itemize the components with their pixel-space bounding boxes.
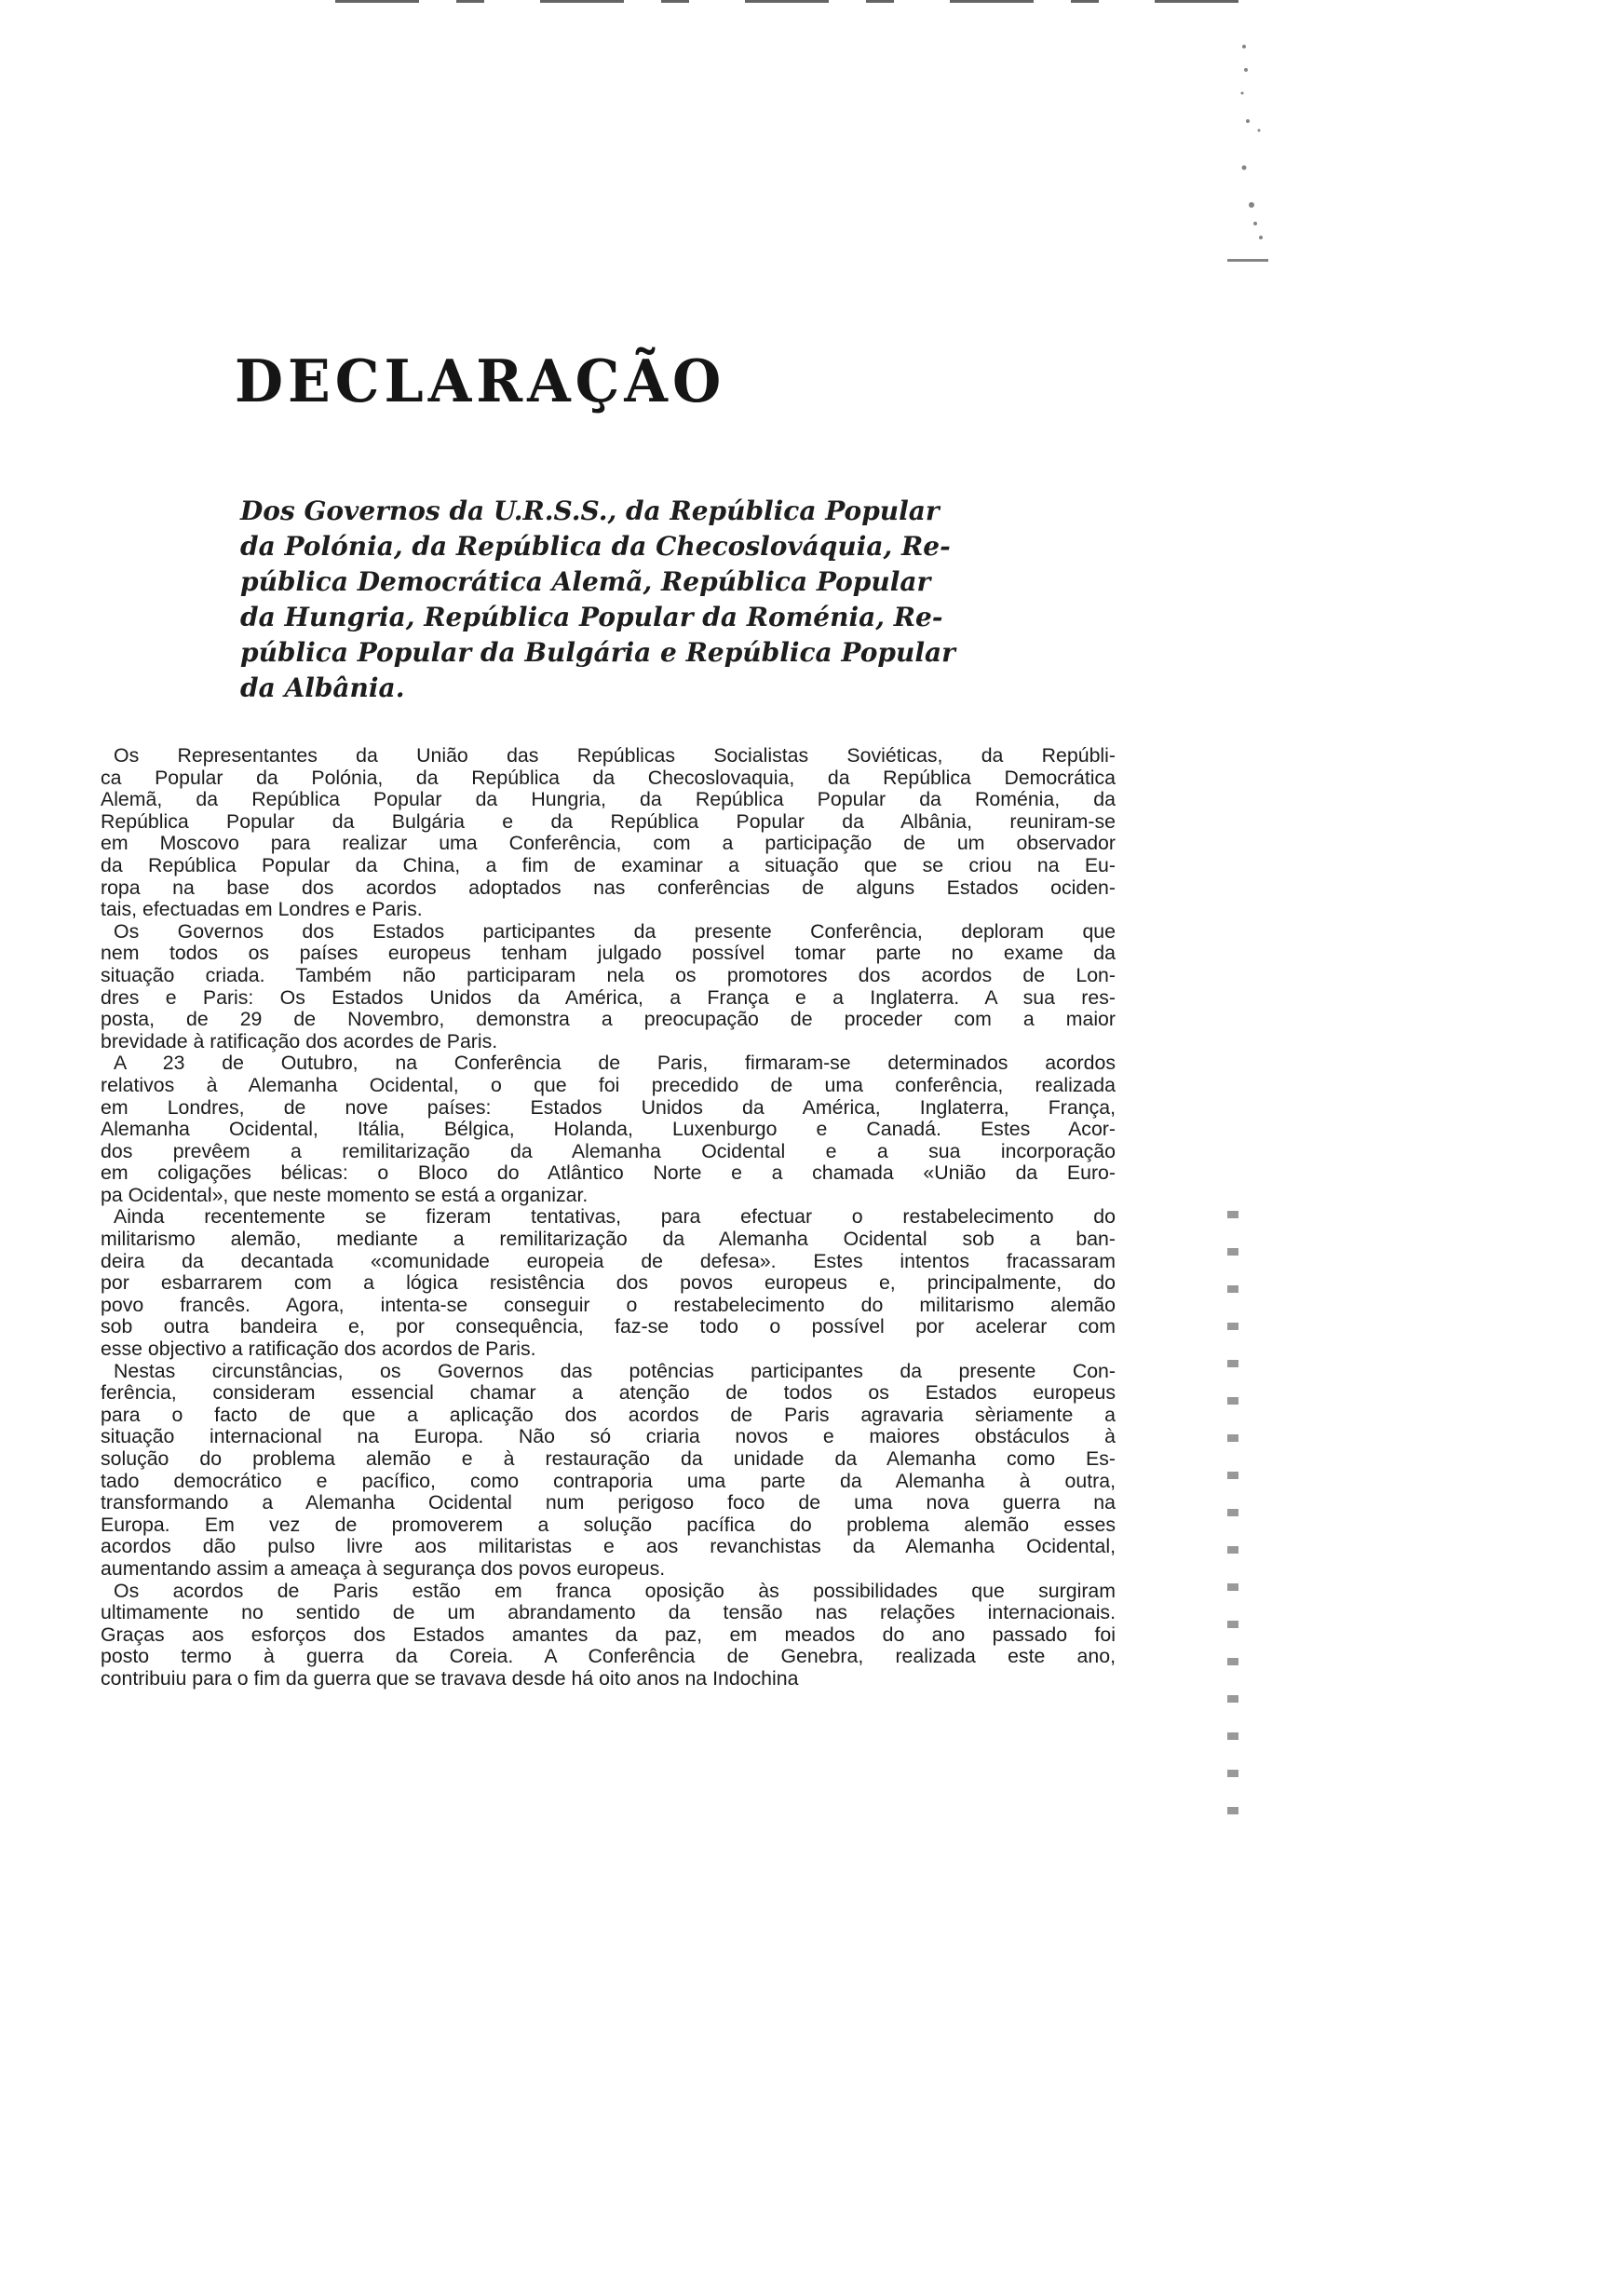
body-line: Nestas circunstâncias, os Governos das potências participantes da presente Con- [114,1360,1116,1382]
body-line: esse objectivo a ratificação dos acordos de Paris. [101,1338,536,1361]
body-line: Ainda recentemente se fizeram tentativas, para efectuar o restabelecimento do [114,1206,1116,1229]
document-title: DECLARAÇÃO [235,347,726,416]
scan-margin-dots [1227,1211,1238,1826]
body-line: A 23 de Outubro, na Conferência de Paris, firmaram-se determinados acordos [114,1052,1116,1075]
body-line: em Moscovo para realizar uma Conferência, com a participação de um observador [101,833,1116,855]
body-line: Europa. Em vez de promoverem a solução pacífica do problema alemão esses [101,1514,1116,1536]
body-line: posta, de 29 de Novembro, demonstra a preocupação de proceder com a maior [101,1009,1116,1031]
body-line: Graças aos esforços dos Estados amantes da paz, em meados do ano passado foi [101,1623,1116,1646]
body-line: em coligações bélicas: o Bloco do Atlântico Norte e a chamada «União da Euro- [101,1162,1116,1185]
body-line: ferência, consideram essencial chamar a atenção de todos os Estados europeus [101,1382,1116,1405]
body-line: deira da decantada «comunidade europeia de defesa». Estes intentos fracassaram [101,1250,1116,1272]
body-line: para o facto de que a aplicação dos acordos de Paris agravaria sèriamente a [101,1404,1116,1426]
body-line: República Popular da Bulgária e da República Popular da Albânia, reuniram-se [101,810,1116,833]
body-line: transformando a Alemanha Ocidental num perigoso foco de uma nova guerra na [101,1492,1116,1514]
document-subtitle: Dos Governos da U.R.S.S., da República Popular da Polónia, da República da Checoslováquia, Re- pública Democrática Alemã, República Popular da Hungria, República Popular da Roménia, Re- pública Popular da Bulgária e República Popular da Albânia. [240,496,955,703]
body-line: tado democrático e pacífico, como contraporia uma parte da Alemanha à outra, [101,1470,1116,1492]
body-line: militarismo alemão, mediante a remilitarização da Alemanha Ocidental sob a ban- [101,1229,1116,1251]
body-line: acordos dão pulso livre aos militaristas e aos revanchistas da Alemanha Ocidental, [101,1536,1116,1558]
body-line: sob outra bandeira e, por consequência, faz-se todo o possível por acelerar com [101,1316,1116,1338]
body-line: povo francês. Agora, intenta-se conseguir o restabelecimento do militarismo alemão [101,1294,1116,1316]
body-line: dos prevêem a remilitarização da Alemanha Ocidental e a sua incorporação [101,1140,1116,1162]
body-line: em Londres, de nove países: Estados Unidos da América, Inglaterra, França, [101,1096,1116,1119]
scan-margin-marks [1227,28,1283,270]
body-line: dres e Paris: Os Estados Unidos da América, a França e a Inglaterra. A sua res- [101,986,1116,1009]
scan-top-edge [335,0,1266,3]
body-line: aumentando assim a ameaça à segurança dos povos europeus. [101,1557,666,1580]
body-line: situação internacional na Europa. Não só criaria novos e maiores obstáculos à [101,1426,1116,1448]
body-line: Alemanha Ocidental, Itália, Bélgica, Holanda, Luxenburgo e Canadá. Estes Acor- [101,1119,1116,1141]
body-line: solução do problema alemão e à restauração da unidade da Alemanha como Es- [101,1448,1116,1470]
body-line: ca Popular da Polónia, da República da Checoslovaquia, da República Democrática [101,767,1116,789]
body-line: ultimamente no sentido de um abrandamento da tensão nas relações internacionais. [101,1602,1116,1624]
body-line: tais, efectuadas em Londres e Paris. [101,899,423,921]
body-line: Alemã, da República Popular da Hungria, da República Popular da Roménia, da [101,789,1116,811]
document-body [101,745,1116,1691]
body-line: nem todos os países europeus tenham julgado possível tomar parte no exame da [101,943,1116,965]
body-line: situação criada. Também não participaram nela os promotores dos acordos de Lon- [101,964,1116,986]
body-line: da República Popular da China, a fim de examinar a situação que se criou na Eu- [101,854,1116,876]
body-line: Os Governos dos Estados participantes da presente Conferência, deploram que [114,920,1116,943]
body-line: pa Ocidental», que neste momento se está a organizar. [101,1184,589,1206]
body-line: Os acordos de Paris estão em franca oposição às possibilidades que surgiram [114,1580,1116,1602]
body-line: contribuiu para o fim da guerra que se travava desde há oito anos na Indochina [101,1667,799,1690]
body-line: relativos à Alemanha Ocidental, o que foi precedido de uma conferência, realizada [101,1074,1116,1096]
body-line: posto termo à guerra da Coreia. A Conferência de Genebra, realizada este ano, [101,1646,1116,1668]
body-line: Os Representantes da União das Repúblicas Socialistas Soviéticas, da Repúbli- [114,745,1116,767]
body-line: brevidade à ratificação dos acordes de Paris. [101,1030,498,1052]
body-line: por esbarrarem com a lógica resistência dos povos europeus e, principalmente, do [101,1272,1116,1295]
body-line: ropa na base dos acordos adoptados nas conferências de alguns Estados ociden- [101,876,1116,899]
